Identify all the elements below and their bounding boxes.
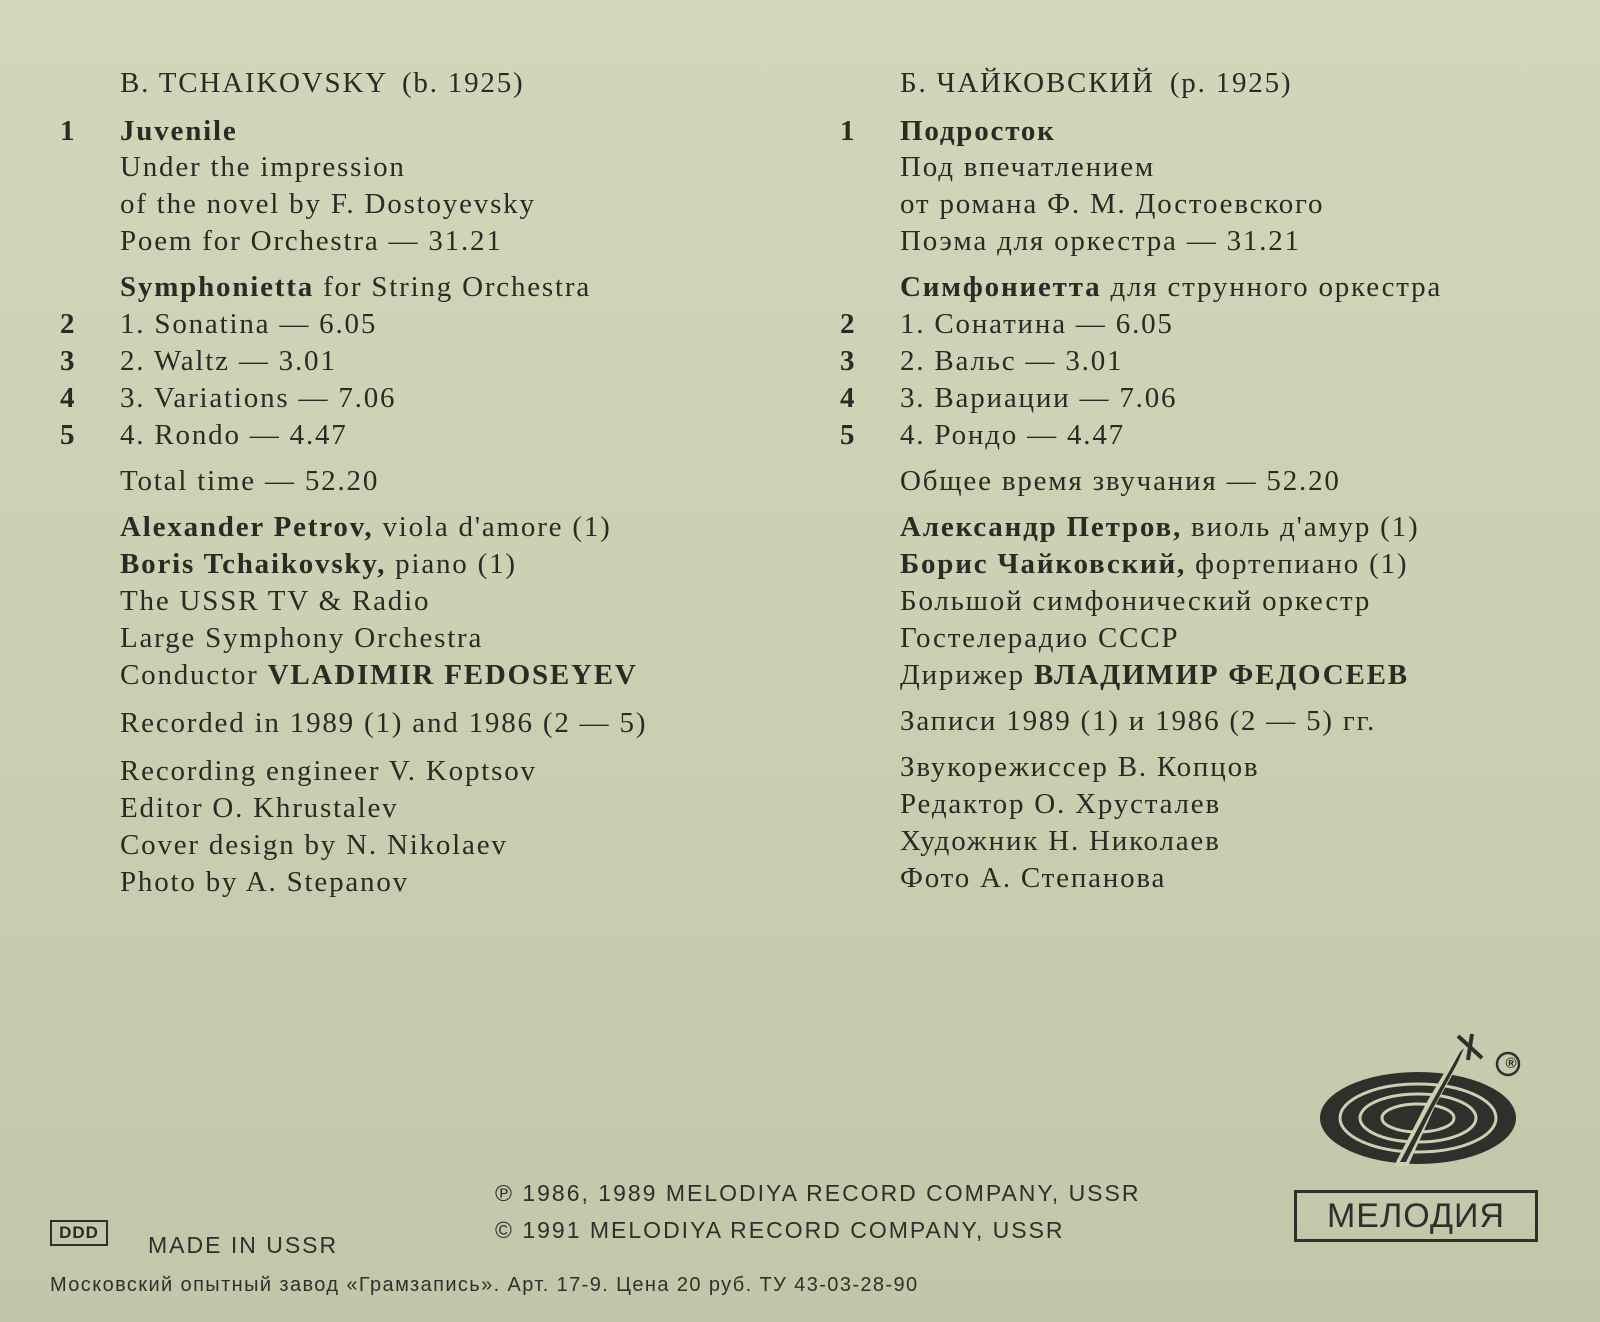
track-label: 3. Вариации — 7.06	[900, 382, 1178, 414]
phonogram-copyright: ℗ 1986, 1989 MELODIYA RECORD COMPANY, USSR	[495, 1180, 1141, 1206]
track-number: 5	[60, 419, 75, 451]
performer-1	[900, 510, 1419, 544]
conductor-line	[900, 658, 1409, 692]
performer-name: Александр Петров,	[900, 511, 1182, 543]
symphonietta-title: Симфониетта	[900, 271, 1102, 303]
composer-born: (р. 1925)	[1169, 67, 1293, 99]
symphonietta-subtitle: for String Orchestra	[314, 271, 591, 303]
track1-line4: Poem for Orchestra — 31.21	[120, 225, 503, 257]
track-number: 1	[840, 115, 855, 147]
conductor-label: Дирижер	[900, 659, 1034, 691]
track-number: 5	[840, 419, 855, 451]
editor-line: Редактор О. Хрусталев	[900, 788, 1221, 820]
track-number: 2	[60, 308, 75, 340]
performer-1	[120, 510, 612, 544]
track-label: 2. Вальс — 3.01	[900, 345, 1124, 377]
track1-title: Подросток	[900, 115, 1056, 147]
manufacturer-line: Московский опытный завод «Грамзапись». Арт. 17-9. Цена 20 руб. ТУ 43-03-28-90	[50, 1274, 919, 1296]
engineer-line: Звукорежиссер В. Копцов	[900, 751, 1260, 783]
editor-line: Editor O. Khrustalev	[120, 792, 399, 824]
conductor-name: ВЛАДИМИР ФЕДОСЕЕВ	[1034, 659, 1409, 691]
recorded-line: Записи 1989 (1) и 1986 (2 — 5) гг.	[900, 705, 1377, 737]
track1-line4: Поэма для оркестра — 31.21	[900, 225, 1301, 257]
track-number: 1	[60, 115, 75, 147]
total-time: Общее время звучания — 52.20	[900, 465, 1341, 497]
conductor-label: Conductor	[120, 659, 268, 691]
orchestra-line2: Гостелерадио СССР	[900, 622, 1180, 654]
track-label: 3. Variations — 7.06	[120, 382, 397, 414]
track-number: 2	[840, 308, 855, 340]
performer-name: Борис Чайковский,	[900, 548, 1187, 580]
copyright-line: © 1991 MELODIYA RECORD COMPANY, USSR	[495, 1217, 1065, 1243]
performer-role: piano (1)	[386, 548, 517, 580]
composer-name: Б. ЧАЙКОВСКИЙ	[900, 67, 1155, 99]
track-label: 1. Sonatina — 6.05	[120, 308, 378, 340]
registered-mark: ®	[1505, 1055, 1517, 1072]
ddd-badge: DDD	[50, 1220, 108, 1246]
orchestra-line1: Большой симфонический оркестр	[900, 585, 1372, 617]
symphonietta-subtitle: для струнного оркестра	[1101, 271, 1443, 303]
performer-2	[900, 547, 1408, 581]
track-label: 4. Rondo — 4.47	[120, 419, 348, 451]
track1-line2: Под впечатлением	[900, 151, 1156, 183]
composer-born: (b. 1925)	[401, 67, 525, 99]
made-in-text: MADE IN USSR	[148, 1232, 339, 1258]
conductor-line	[120, 658, 638, 692]
engineer-line: Recording engineer V. Koptsov	[120, 755, 537, 787]
orchestra-line1: The USSR TV & Radio	[120, 585, 431, 617]
performer-role: viola d'amore (1)	[373, 511, 612, 543]
track-number: 3	[840, 345, 855, 377]
conductor-name: VLADIMIR FEDOSEYEV	[267, 659, 638, 691]
composer-name: B. TCHAIKOVSKY	[120, 67, 387, 99]
orchestra-line2: Large Symphony Orchestra	[120, 622, 484, 654]
track-label: 2. Waltz — 3.01	[120, 345, 337, 377]
symphonietta-heading	[120, 270, 591, 304]
symphonietta-title: Symphonietta	[120, 271, 315, 303]
track-number: 3	[60, 345, 75, 377]
track-label: 1. Сонатина — 6.05	[900, 308, 1174, 340]
track-label: 4. Рондо — 4.47	[900, 419, 1125, 451]
cover-line: Художник Н. Николаев	[900, 825, 1221, 857]
performer-name: Alexander Petrov,	[120, 511, 374, 543]
recorded-line: Recorded in 1989 (1) and 1986 (2 — 5)	[120, 707, 648, 739]
performer-role: фортепиано (1)	[1186, 548, 1409, 580]
composer-heading	[120, 66, 524, 100]
total-time: Total time — 52.20	[120, 465, 380, 497]
track1-line2: Under the impression	[120, 151, 406, 183]
symphonietta-heading	[900, 270, 1442, 304]
track-number: 4	[840, 382, 855, 414]
composer-heading	[900, 66, 1292, 100]
photo-line: Фото А. Степанова	[900, 862, 1167, 894]
cover-line: Cover design by N. Nikolaev	[120, 829, 508, 861]
track1-line3: от романа Ф. М. Достоевского	[900, 188, 1325, 220]
track1-line3: of the novel by F. Dostoyevsky	[120, 188, 536, 220]
track-number: 4	[60, 382, 75, 414]
performer-name: Boris Tchaikovsky,	[120, 548, 387, 580]
performer-role: виоль д'амур (1)	[1182, 511, 1420, 543]
performer-2	[120, 547, 517, 581]
photo-line: Photo by A. Stepanov	[120, 866, 409, 898]
track1-title: Juvenile	[120, 115, 238, 147]
brand-wordmark: МЕЛОДИЯ	[1294, 1190, 1538, 1242]
